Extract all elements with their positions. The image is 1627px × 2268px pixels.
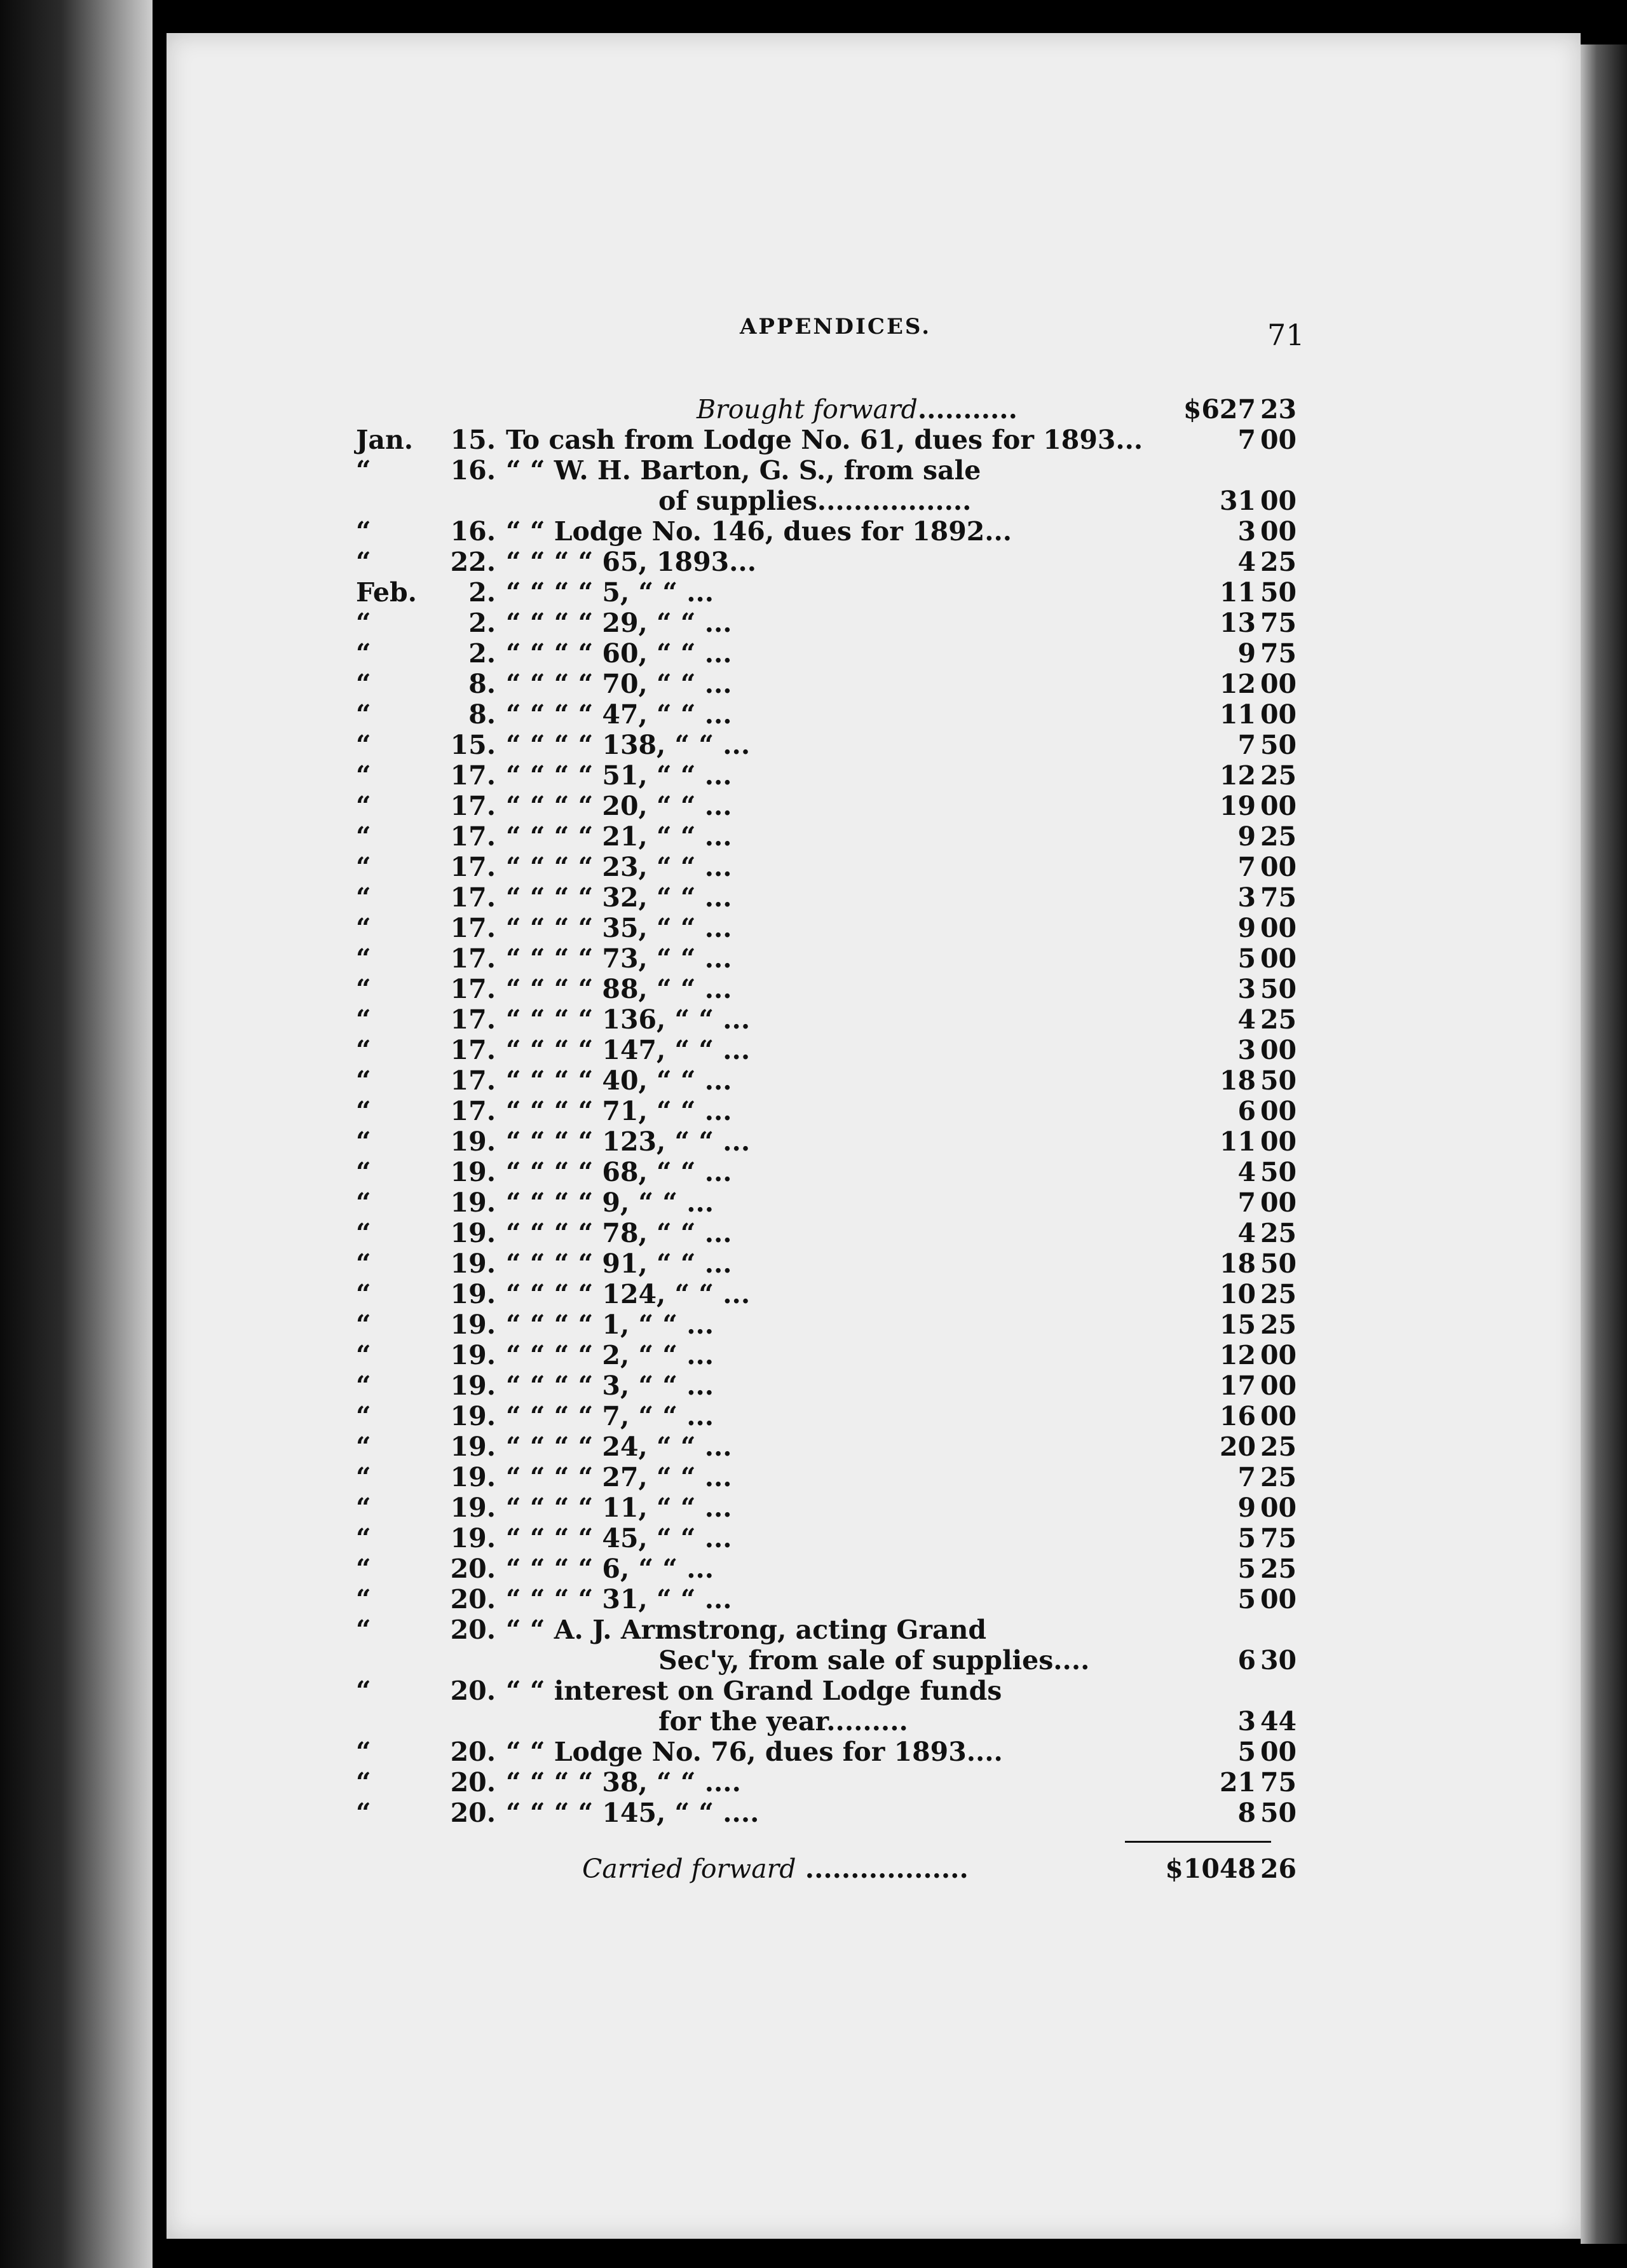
entry-description: “ “ Lodge No. 76, dues for 1893.... <box>506 1737 1003 1767</box>
entry-dollars: 5 <box>1237 1523 1256 1554</box>
entry-day: 17. <box>450 852 496 882</box>
entry-day: 2. <box>468 638 496 669</box>
ledger-row <box>356 486 1297 516</box>
entry-day: 22. <box>450 547 496 577</box>
entry-day: 19. <box>450 1218 496 1248</box>
entry-description: “ “ A. J. Armstrong, acting Grand <box>506 1615 987 1645</box>
ledger-row <box>356 1431 1297 1462</box>
entry-day: 19. <box>450 1279 496 1309</box>
entry-day: 15. <box>450 730 496 760</box>
ledger-row <box>356 1493 1297 1523</box>
entry-month: “ <box>356 1065 371 1096</box>
entry-cents: 00 <box>1260 699 1297 730</box>
entry-description: “ “ “ “ 91, “ “ ... <box>506 1248 732 1279</box>
ledger-row <box>356 1340 1297 1370</box>
entry-description: “ “ “ “ 124, “ “ ... <box>506 1279 751 1309</box>
entry-cents: 30 <box>1260 1645 1297 1676</box>
entry-dollars: 7 <box>1237 852 1256 882</box>
entry-day: 8. <box>468 669 496 699</box>
entry-cents: 75 <box>1260 882 1297 913</box>
ledger-row <box>356 852 1297 882</box>
brought-forward-leader: ........... <box>917 394 1018 425</box>
ledger-row <box>356 669 1297 699</box>
ledger-row <box>356 455 1297 486</box>
ledger-row <box>356 1248 1297 1279</box>
entry-description: “ “ “ “ 1, “ “ ... <box>506 1309 714 1340</box>
entry-cents: 25 <box>1260 1218 1297 1248</box>
ledger-row <box>356 913 1297 943</box>
entry-month: “ <box>356 1126 371 1157</box>
entry-description: “ “ “ “ 70, “ “ ... <box>506 669 732 699</box>
ledger-entries <box>356 425 1297 1828</box>
entry-description: “ “ “ “ 38, “ “ .... <box>506 1767 741 1798</box>
entry-description: “ “ “ “ 71, “ “ ... <box>506 1096 732 1126</box>
ledger-row <box>356 1615 1297 1645</box>
entry-description: “ “ “ “ 21, “ “ ... <box>506 821 732 852</box>
entry-month: “ <box>356 1737 371 1767</box>
ledger-row <box>356 1462 1297 1493</box>
entry-month: “ <box>356 699 371 730</box>
entry-day: 20. <box>450 1767 496 1798</box>
entry-cents: 50 <box>1260 1248 1297 1279</box>
entry-cents: 00 <box>1260 1493 1297 1523</box>
entry-month: “ <box>356 760 371 791</box>
entry-cents: 25 <box>1260 1462 1297 1493</box>
entry-month: “ <box>356 913 371 943</box>
entry-day: 15. <box>450 425 496 455</box>
entry-day: 20. <box>450 1737 496 1767</box>
ledger-row <box>356 1004 1297 1035</box>
entry-description: “ “ “ “ 29, “ “ ... <box>506 608 732 638</box>
entry-cents: 75 <box>1260 608 1297 638</box>
entry-month: “ <box>356 1187 371 1218</box>
entry-cents: 00 <box>1260 1126 1297 1157</box>
entry-description: “ “ “ “ 47, “ “ ... <box>506 699 732 730</box>
entry-month: “ <box>356 1523 371 1554</box>
ledger-row <box>356 943 1297 974</box>
entry-dollars: 19 <box>1219 791 1256 821</box>
entry-description: “ “ “ “ 51, “ “ ... <box>506 760 732 791</box>
entry-dollars: 7 <box>1237 1187 1256 1218</box>
entry-description: “ “ “ “ 2, “ “ ... <box>506 1340 714 1370</box>
entry-month: “ <box>356 1798 371 1828</box>
entry-month: “ <box>356 1431 371 1462</box>
entry-description: “ “ “ “ 145, “ “ .... <box>506 1798 759 1828</box>
total-rule-row <box>356 1828 1297 1854</box>
entry-cents: 00 <box>1260 1737 1297 1767</box>
entry-dollars: 12 <box>1219 669 1256 699</box>
entry-day: 20. <box>450 1615 496 1645</box>
entry-dollars: 5 <box>1237 1737 1256 1767</box>
entry-cents: 25 <box>1260 821 1297 852</box>
entry-day: 20. <box>450 1554 496 1584</box>
total-rule <box>1125 1841 1271 1843</box>
entry-month: “ <box>356 1096 371 1126</box>
entry-description: “ “ “ “ 27, “ “ ... <box>506 1462 732 1493</box>
ledger-row <box>356 1187 1297 1218</box>
entry-cents: 50 <box>1260 974 1297 1004</box>
entry-description: “ “ “ “ 31, “ “ ... <box>506 1584 732 1615</box>
entry-dollars: 5 <box>1237 1554 1256 1584</box>
entry-month: “ <box>356 638 371 669</box>
entry-cents: 00 <box>1260 943 1297 974</box>
entry-day: 19. <box>450 1157 496 1187</box>
entry-cents: 00 <box>1260 1340 1297 1370</box>
entry-dollars: 3 <box>1237 516 1256 547</box>
entry-month: “ <box>356 1676 371 1706</box>
ledger-row <box>356 1126 1297 1157</box>
entry-cents: 50 <box>1260 577 1297 608</box>
entry-description: “ “ “ “ 136, “ “ ... <box>506 1004 751 1035</box>
entry-cents: 50 <box>1260 1065 1297 1096</box>
entry-dollars: 3 <box>1237 882 1256 913</box>
entry-dollars: 9 <box>1237 1493 1256 1523</box>
entry-description: “ “ “ “ 32, “ “ ... <box>506 882 732 913</box>
entry-dollars: 13 <box>1219 608 1256 638</box>
entry-cents: 25 <box>1260 760 1297 791</box>
ledger-row <box>356 699 1297 730</box>
ledger-row <box>356 1676 1297 1706</box>
entry-dollars: 4 <box>1237 1157 1256 1187</box>
left-page-edge <box>0 0 153 2268</box>
ledger-row <box>356 1584 1297 1615</box>
entry-dollars: 21 <box>1219 1767 1256 1798</box>
entry-description: “ “ “ “ 6, “ “ ... <box>506 1554 714 1584</box>
ledger-row <box>356 730 1297 760</box>
ledger-row <box>356 547 1297 577</box>
ledger-row <box>356 1370 1297 1401</box>
ledger-row <box>356 882 1297 913</box>
entry-day: 19. <box>450 1493 496 1523</box>
entry-cents: 00 <box>1260 1584 1297 1615</box>
ledger-row <box>356 1218 1297 1248</box>
entry-description: “ “ Lodge No. 146, dues for 1892... <box>506 516 1012 547</box>
ledger-row <box>356 1279 1297 1309</box>
entry-month: “ <box>356 1340 371 1370</box>
entry-month: Jan. <box>356 425 414 455</box>
entry-day: 17. <box>450 943 496 974</box>
entry-cents: 00 <box>1260 1096 1297 1126</box>
entry-month: “ <box>356 1248 371 1279</box>
entry-dollars: 6 <box>1237 1645 1256 1676</box>
entry-cents: 00 <box>1260 913 1297 943</box>
carried-forward-leader: .................. <box>805 1854 969 1884</box>
entry-dollars: 6 <box>1237 1096 1256 1126</box>
entry-description: “ “ “ “ 73, “ “ ... <box>506 943 732 974</box>
entry-dollars: 3 <box>1237 974 1256 1004</box>
entry-day: 17. <box>450 821 496 852</box>
entry-description: “ “ “ “ 20, “ “ ... <box>506 791 732 821</box>
entry-description: “ “ interest on Grand Lodge funds <box>506 1676 1002 1706</box>
entry-dollars: 31 <box>1219 486 1256 516</box>
entry-month: “ <box>356 1554 371 1584</box>
ledger-row <box>356 1157 1297 1187</box>
entry-cents: 50 <box>1260 730 1297 760</box>
ledger-row <box>356 577 1297 608</box>
entry-month: “ <box>356 1401 371 1431</box>
entry-cents: 25 <box>1260 1554 1297 1584</box>
entry-dollars: 4 <box>1237 1004 1256 1035</box>
entry-month: “ <box>356 791 371 821</box>
entry-dollars: 12 <box>1219 1340 1256 1370</box>
entry-month: “ <box>356 1370 371 1401</box>
ledger-row <box>356 1401 1297 1431</box>
entry-day: 17. <box>450 1096 496 1126</box>
entry-description: “ “ “ “ 3, “ “ ... <box>506 1370 714 1401</box>
entry-description: “ “ “ “ 35, “ “ ... <box>506 913 732 943</box>
entry-description: “ “ “ “ 123, “ “ ... <box>506 1126 751 1157</box>
entry-day: 19. <box>450 1370 496 1401</box>
entry-dollars: 9 <box>1237 821 1256 852</box>
entry-description: “ “ “ “ 24, “ “ ... <box>506 1431 732 1462</box>
entry-day: 19. <box>450 1126 496 1157</box>
entry-month: “ <box>356 1584 371 1615</box>
entry-month: “ <box>356 974 371 1004</box>
entry-cents: 50 <box>1260 1798 1297 1828</box>
entry-day: 20. <box>450 1798 496 1828</box>
entry-description: “ “ “ “ 9, “ “ ... <box>506 1187 714 1218</box>
entry-description: “ “ “ “ 7, “ “ ... <box>506 1401 714 1431</box>
entry-day: 19. <box>450 1187 496 1218</box>
entry-day: 17. <box>450 913 496 943</box>
entry-month: “ <box>356 1309 371 1340</box>
ledger-row <box>356 1798 1297 1828</box>
entry-description: “ “ “ “ 88, “ “ ... <box>506 974 732 1004</box>
ledger-row <box>356 1309 1297 1340</box>
ledger-row <box>356 821 1297 852</box>
entry-description: “ “ “ “ 65, 1893... <box>506 547 756 577</box>
entry-day: 17. <box>450 760 496 791</box>
entry-month: “ <box>356 608 371 638</box>
entry-day: 20. <box>450 1676 496 1706</box>
entry-dollars: 7 <box>1237 730 1256 760</box>
entry-dollars: 9 <box>1237 638 1256 669</box>
carried-forward-cents: 26 <box>1260 1854 1297 1884</box>
entry-cents: 00 <box>1260 1035 1297 1065</box>
entry-dollars: 5 <box>1237 943 1256 974</box>
entry-month: “ <box>356 943 371 974</box>
entry-dollars: 18 <box>1219 1065 1256 1096</box>
entry-cents: 00 <box>1260 1187 1297 1218</box>
entry-dollars: 16 <box>1219 1401 1256 1431</box>
entry-day: 19. <box>450 1462 496 1493</box>
ledger-row <box>356 1065 1297 1096</box>
entry-cents: 25 <box>1260 1279 1297 1309</box>
entry-day: 17. <box>450 882 496 913</box>
entry-description: “ “ “ “ 45, “ “ ... <box>506 1523 732 1554</box>
entry-day: 19. <box>450 1248 496 1279</box>
ledger-row <box>356 760 1297 791</box>
ledger-row <box>356 1096 1297 1126</box>
entry-cents: 25 <box>1260 1309 1297 1340</box>
brought-forward-label: Brought forward <box>697 394 918 425</box>
ledger-row <box>356 974 1297 1004</box>
ledger-row <box>356 1554 1297 1584</box>
entry-cents: 00 <box>1260 1401 1297 1431</box>
entry-cents: 75 <box>1260 638 1297 669</box>
ledger-row <box>356 425 1297 455</box>
entry-day: 17. <box>450 791 496 821</box>
entry-dollars: 18 <box>1219 1248 1256 1279</box>
entry-month: “ <box>356 821 371 852</box>
brought-forward-cents: 23 <box>1260 394 1297 425</box>
entry-cents: 00 <box>1260 486 1297 516</box>
entry-month: “ <box>356 516 371 547</box>
entry-cents: 00 <box>1260 1370 1297 1401</box>
entry-dollars: 4 <box>1237 1218 1256 1248</box>
entry-day: 20. <box>450 1584 496 1615</box>
entry-month: Feb. <box>356 577 417 608</box>
entry-day: 2. <box>468 608 496 638</box>
carried-forward-dollars: $1048 <box>1165 1854 1256 1884</box>
entry-dollars: 5 <box>1237 1584 1256 1615</box>
entry-month: “ <box>356 547 371 577</box>
entry-description: “ “ “ “ 5, “ “ ... <box>506 577 714 608</box>
entry-description: “ “ W. H. Barton, G. S., from sale <box>506 455 981 486</box>
entry-description: for the year......... <box>658 1706 908 1737</box>
entry-cents: 00 <box>1260 852 1297 882</box>
entry-description: of supplies................. <box>658 486 972 516</box>
entry-description: “ “ “ “ 78, “ “ ... <box>506 1218 732 1248</box>
entry-month: “ <box>356 1157 371 1187</box>
entry-day: 19. <box>450 1431 496 1462</box>
entry-cents: 75 <box>1260 1767 1297 1798</box>
entry-month: “ <box>356 1279 371 1309</box>
entry-day: 8. <box>468 699 496 730</box>
entry-dollars: 12 <box>1219 760 1256 791</box>
entry-day: 17. <box>450 974 496 1004</box>
entry-description: “ “ “ “ 40, “ “ ... <box>506 1065 732 1096</box>
entry-description: To cash from Lodge No. 61, dues for 1893... <box>506 425 1143 455</box>
entry-day: 19. <box>450 1401 496 1431</box>
entry-description: “ “ “ “ 68, “ “ ... <box>506 1157 732 1187</box>
ledger-row <box>356 1767 1297 1798</box>
ledger-row <box>356 1737 1297 1767</box>
entry-dollars: 20 <box>1219 1431 1256 1462</box>
entry-month: “ <box>356 669 371 699</box>
entry-day: 17. <box>450 1004 496 1035</box>
entry-month: “ <box>356 1004 371 1035</box>
entry-description: “ “ “ “ 23, “ “ ... <box>506 852 732 882</box>
entry-month: “ <box>356 1493 371 1523</box>
entry-dollars: 4 <box>1237 547 1256 577</box>
entry-dollars: 3 <box>1237 1035 1256 1065</box>
right-page-edge <box>1581 44 1627 2244</box>
ledger-row <box>356 791 1297 821</box>
entry-dollars: 7 <box>1237 1462 1256 1493</box>
entry-day: 16. <box>450 455 496 486</box>
carried-forward-row <box>356 1854 1297 1884</box>
entry-dollars: 3 <box>1237 1706 1256 1737</box>
entry-day: 19. <box>450 1340 496 1370</box>
entry-cents: 25 <box>1260 1004 1297 1035</box>
entry-cents: 50 <box>1260 1157 1297 1187</box>
entry-month: “ <box>356 882 371 913</box>
entry-cents: 75 <box>1260 1523 1297 1554</box>
entry-month: “ <box>356 1615 371 1645</box>
ledger-row <box>356 638 1297 669</box>
entry-cents: 25 <box>1260 547 1297 577</box>
entry-dollars: 7 <box>1237 425 1256 455</box>
entry-month: “ <box>356 852 371 882</box>
page-number: 71 <box>1267 318 1305 352</box>
entry-month: “ <box>356 1767 371 1798</box>
entry-cents: 00 <box>1260 669 1297 699</box>
ledger-row <box>356 1706 1297 1737</box>
entry-cents: 00 <box>1260 516 1297 547</box>
entry-day: 19. <box>450 1523 496 1554</box>
entry-cents: 44 <box>1260 1706 1297 1737</box>
ledger-row <box>356 1523 1297 1554</box>
entry-cents: 25 <box>1260 1431 1297 1462</box>
brought-forward-row <box>356 394 1297 425</box>
entry-description: “ “ “ “ 138, “ “ ... <box>506 730 751 760</box>
entry-day: 16. <box>450 516 496 547</box>
entry-dollars: 10 <box>1219 1279 1256 1309</box>
entry-description: “ “ “ “ 147, “ “ ... <box>506 1035 751 1065</box>
brought-forward-dollars: $627 <box>1183 394 1256 425</box>
entry-dollars: 11 <box>1219 1126 1256 1157</box>
entry-description: “ “ “ “ 11, “ “ ... <box>506 1493 732 1523</box>
carried-forward-label: Carried forward <box>582 1854 796 1884</box>
entry-day: 19. <box>450 1309 496 1340</box>
entry-day: 17. <box>450 1035 496 1065</box>
entry-month: “ <box>356 455 371 486</box>
entry-month: “ <box>356 1218 371 1248</box>
entry-description: “ “ “ “ 60, “ “ ... <box>506 638 732 669</box>
entry-cents: 00 <box>1260 791 1297 821</box>
entry-dollars: 11 <box>1219 699 1256 730</box>
ledger-row <box>356 516 1297 547</box>
entry-day: 17. <box>450 1065 496 1096</box>
entry-dollars: 8 <box>1237 1798 1256 1828</box>
ledger-row <box>356 1645 1297 1676</box>
entry-dollars: 11 <box>1219 577 1256 608</box>
running-header: APPENDICES. <box>740 314 932 339</box>
entry-month: “ <box>356 730 371 760</box>
ledger-row <box>356 1035 1297 1065</box>
entry-description: Sec'y, from sale of supplies.... <box>658 1645 1090 1676</box>
entry-cents: 00 <box>1260 425 1297 455</box>
entry-month: “ <box>356 1462 371 1493</box>
ledger-table <box>356 394 1297 1884</box>
entry-dollars: 15 <box>1219 1309 1256 1340</box>
entry-day: 2. <box>468 577 496 608</box>
ledger-row <box>356 608 1297 638</box>
entry-month: “ <box>356 1035 371 1065</box>
entry-dollars: 9 <box>1237 913 1256 943</box>
entry-dollars: 17 <box>1219 1370 1256 1401</box>
